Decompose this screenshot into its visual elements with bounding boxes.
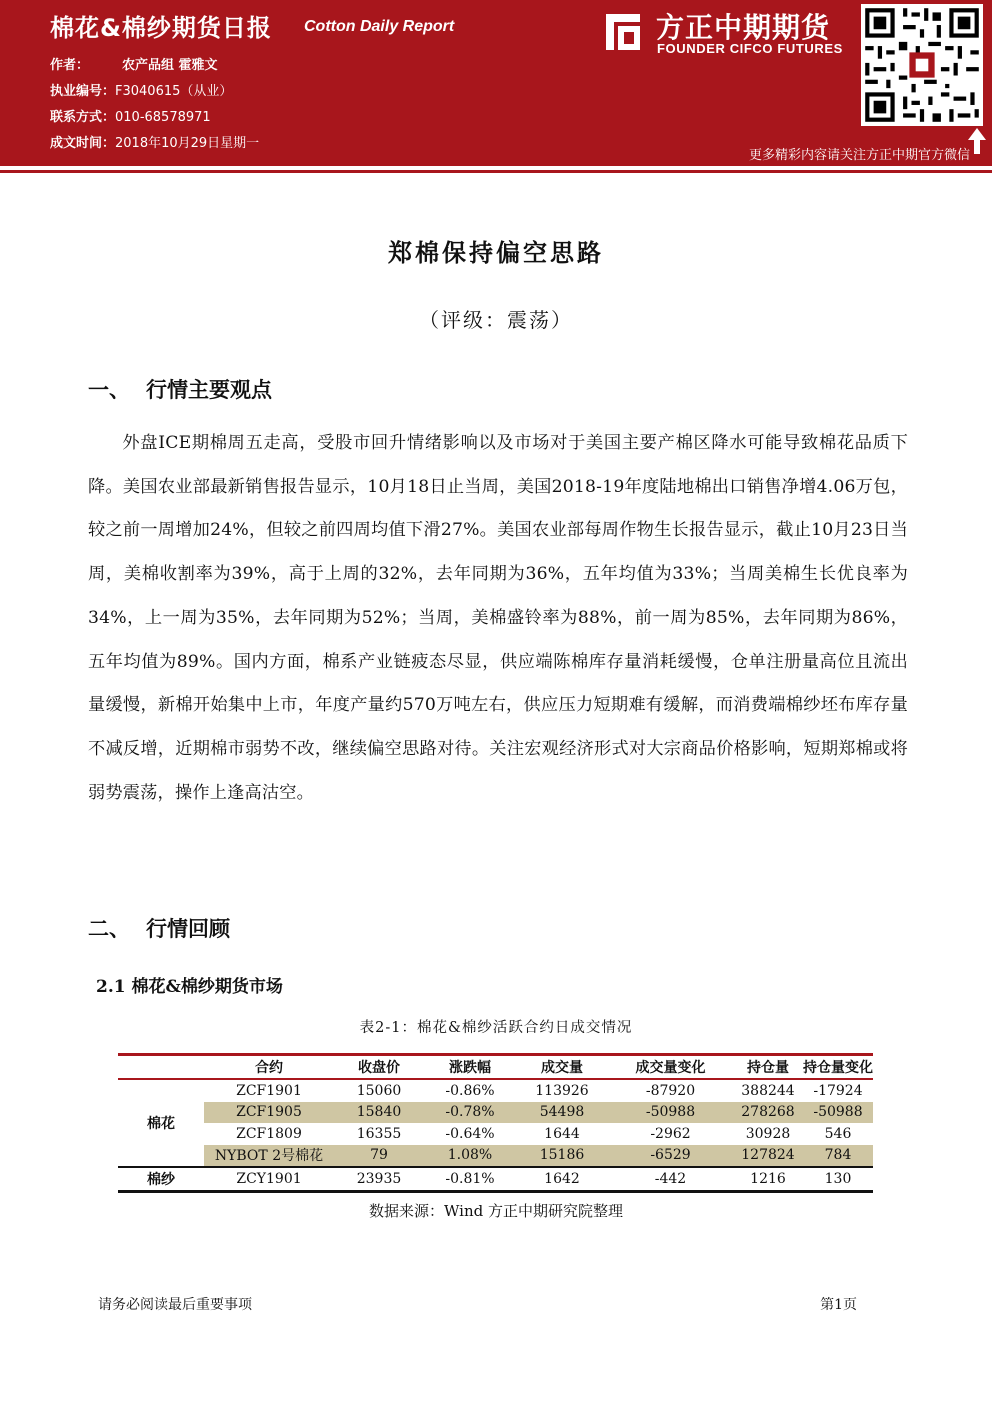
company-logo-icon — [600, 10, 644, 54]
futures-table — [118, 1053, 873, 1193]
table-cell: -0.86% — [445, 1082, 495, 1099]
table-cell: -0.78% — [424, 1102, 516, 1124]
table-cell: ZCF1905 — [204, 1102, 334, 1124]
table-header-cell: 持仓量 — [747, 1060, 789, 1076]
table-cell: 546 — [824, 1125, 852, 1142]
table-cell: 1642 — [544, 1170, 580, 1187]
table-cell: 23935 — [356, 1170, 402, 1187]
subsection-heading: 2.1 棉花&棉纱期货市场 — [96, 977, 283, 997]
section-number: 二、 — [88, 916, 130, 941]
meta-label: 联系方式： — [50, 110, 116, 125]
qr-code-icon — [861, 4, 983, 126]
document-title: 郑棉保持偏空思路 — [388, 238, 604, 267]
meta-contact — [50, 106, 211, 125]
table-row — [118, 1123, 873, 1145]
meta-label: 执业编号： — [50, 84, 116, 99]
table-header-cell: 成交量 — [541, 1060, 583, 1076]
table-cell: 113926 — [535, 1082, 589, 1099]
table-cell: 278268 — [733, 1102, 803, 1124]
meta-label: 成文时间： — [50, 136, 116, 151]
market-view-paragraph: 外盘ICE期棉周五走高，受股市回升情绪影响以及市场对于美国主要产棉区降水可能导致棉花品质下降。美国农业部最新销售报告显示，10月18日止当周，美国2018-19年度陆地棉出口销售净增4.06万包，较之前一周增加24%，但较之前四周均值下滑27%。美国农业部每周作物生长报告显示，截止10月23日当周，美棉收割率为39%，高于上周的32%，去年同期为36%，五年均值为33%；当周美棉生长优良率为34%，上一周为35%，去年同期为52%；当周，美棉盛铃率为88%，前一周为85%，去年同期为86%，五年均值为89%。国内方面，棉系产业链疲态尽显，供应端陈棉库存量消耗缓慢，仓单注册量高位且流出量缓慢，新棉开始集中上市，年度产量约570万吨左右，供应压力短期难有缓解，而消费端棉纱坯布库存量不减反增，近期棉市弱势不改，继续偏空思路对待。关注宏观经济形式对大宗商品价格影响，短期郑棉或将弱势震荡，操作上逢高沽空。 — [88, 433, 908, 803]
table-cell: 15060 — [356, 1082, 402, 1099]
table-cell: 54498 — [516, 1102, 608, 1124]
table-cell: -0.81% — [445, 1170, 495, 1187]
header-divider — [0, 170, 992, 173]
table-header-cell: 持仓量变化 — [803, 1060, 873, 1076]
table-row — [118, 1079, 873, 1102]
report-title-en: Cotton Daily Report — [304, 18, 455, 35]
section-heading-1 — [88, 374, 272, 404]
data-source: 数据来源：Wind 方正中期研究院整理 — [369, 1202, 623, 1220]
table-header-cell: 收盘价 — [358, 1060, 400, 1076]
meta-value: 2018年10月29日星期一 — [115, 136, 260, 151]
table-row — [118, 1102, 873, 1124]
table-cell: 784 — [803, 1145, 873, 1168]
table-header-cell: 成交量变化 — [635, 1060, 706, 1076]
table-cell: 127824 — [733, 1145, 803, 1168]
group-label-cotton: 棉花 — [147, 1116, 175, 1132]
table-cell: -442 — [654, 1170, 687, 1187]
wechat-note: 更多精彩内容请关注方正中期官方微信 — [748, 148, 970, 163]
rating: （评级：震荡） — [419, 308, 573, 332]
table-cell: ZCF1901 — [236, 1082, 302, 1099]
company-name-en: FOUNDER CIFCO FUTURES — [657, 41, 843, 56]
footer-disclaimer: 请务必阅读最后重要事项 — [98, 1297, 252, 1313]
table-cell: -50988 — [803, 1102, 873, 1124]
meta-value: 010-68578971 — [115, 110, 211, 125]
table-cell: 1216 — [750, 1170, 786, 1187]
table-caption: 表2-1：棉花&棉纱活跃合约日成交情况 — [359, 1020, 633, 1036]
table-header-cell: 涨跌幅 — [449, 1060, 491, 1076]
table-row — [118, 1167, 873, 1191]
meta-value: 农产品组 霍雅文 — [122, 58, 218, 73]
section-title: 行情主要观点 — [146, 377, 272, 402]
group-label-yarn: 棉纱 — [147, 1171, 175, 1188]
table-header-cell — [118, 1055, 204, 1080]
table-header-row — [118, 1055, 873, 1080]
table-cell: -87920 — [645, 1082, 696, 1099]
meta-license — [50, 80, 232, 99]
table-cell: 79 — [334, 1145, 424, 1168]
company-name-cn: 方正中期期货 — [656, 11, 831, 44]
section-heading-2 — [88, 913, 230, 943]
page-number: 第1页 — [820, 1297, 857, 1313]
table-cell: 15840 — [334, 1102, 424, 1124]
table-cell: ZCF1809 — [236, 1125, 302, 1142]
report-title: 棉花&棉纱期货日报 — [50, 14, 272, 42]
table-cell: -2962 — [650, 1125, 691, 1142]
table-cell: 388244 — [741, 1082, 795, 1099]
table-cell: 16355 — [356, 1125, 402, 1142]
table-cell: ZCY1901 — [236, 1170, 302, 1187]
table-cell: NYBOT 2号棉花 — [204, 1145, 334, 1168]
report-header — [0, 0, 992, 166]
table-cell: -0.64% — [445, 1125, 495, 1142]
table-cell: 1.08% — [424, 1145, 516, 1168]
meta-date — [50, 132, 259, 151]
table-cell: -17924 — [813, 1082, 863, 1099]
table-cell: 30928 — [745, 1125, 791, 1142]
table-cell: 15186 — [516, 1145, 608, 1168]
section-title: 行情回顾 — [146, 916, 230, 941]
meta-author — [50, 54, 218, 73]
meta-label: 作者： — [50, 58, 90, 73]
table-cell: -6529 — [608, 1145, 733, 1168]
table-cell: 130 — [824, 1170, 852, 1187]
section-number: 一、 — [88, 377, 130, 402]
table-cell: -50988 — [608, 1102, 733, 1124]
table-header-cell: 合约 — [255, 1060, 283, 1076]
table-cell: 1644 — [544, 1125, 580, 1142]
meta-value: F3040615（从业） — [115, 84, 233, 99]
table-row — [118, 1145, 873, 1168]
